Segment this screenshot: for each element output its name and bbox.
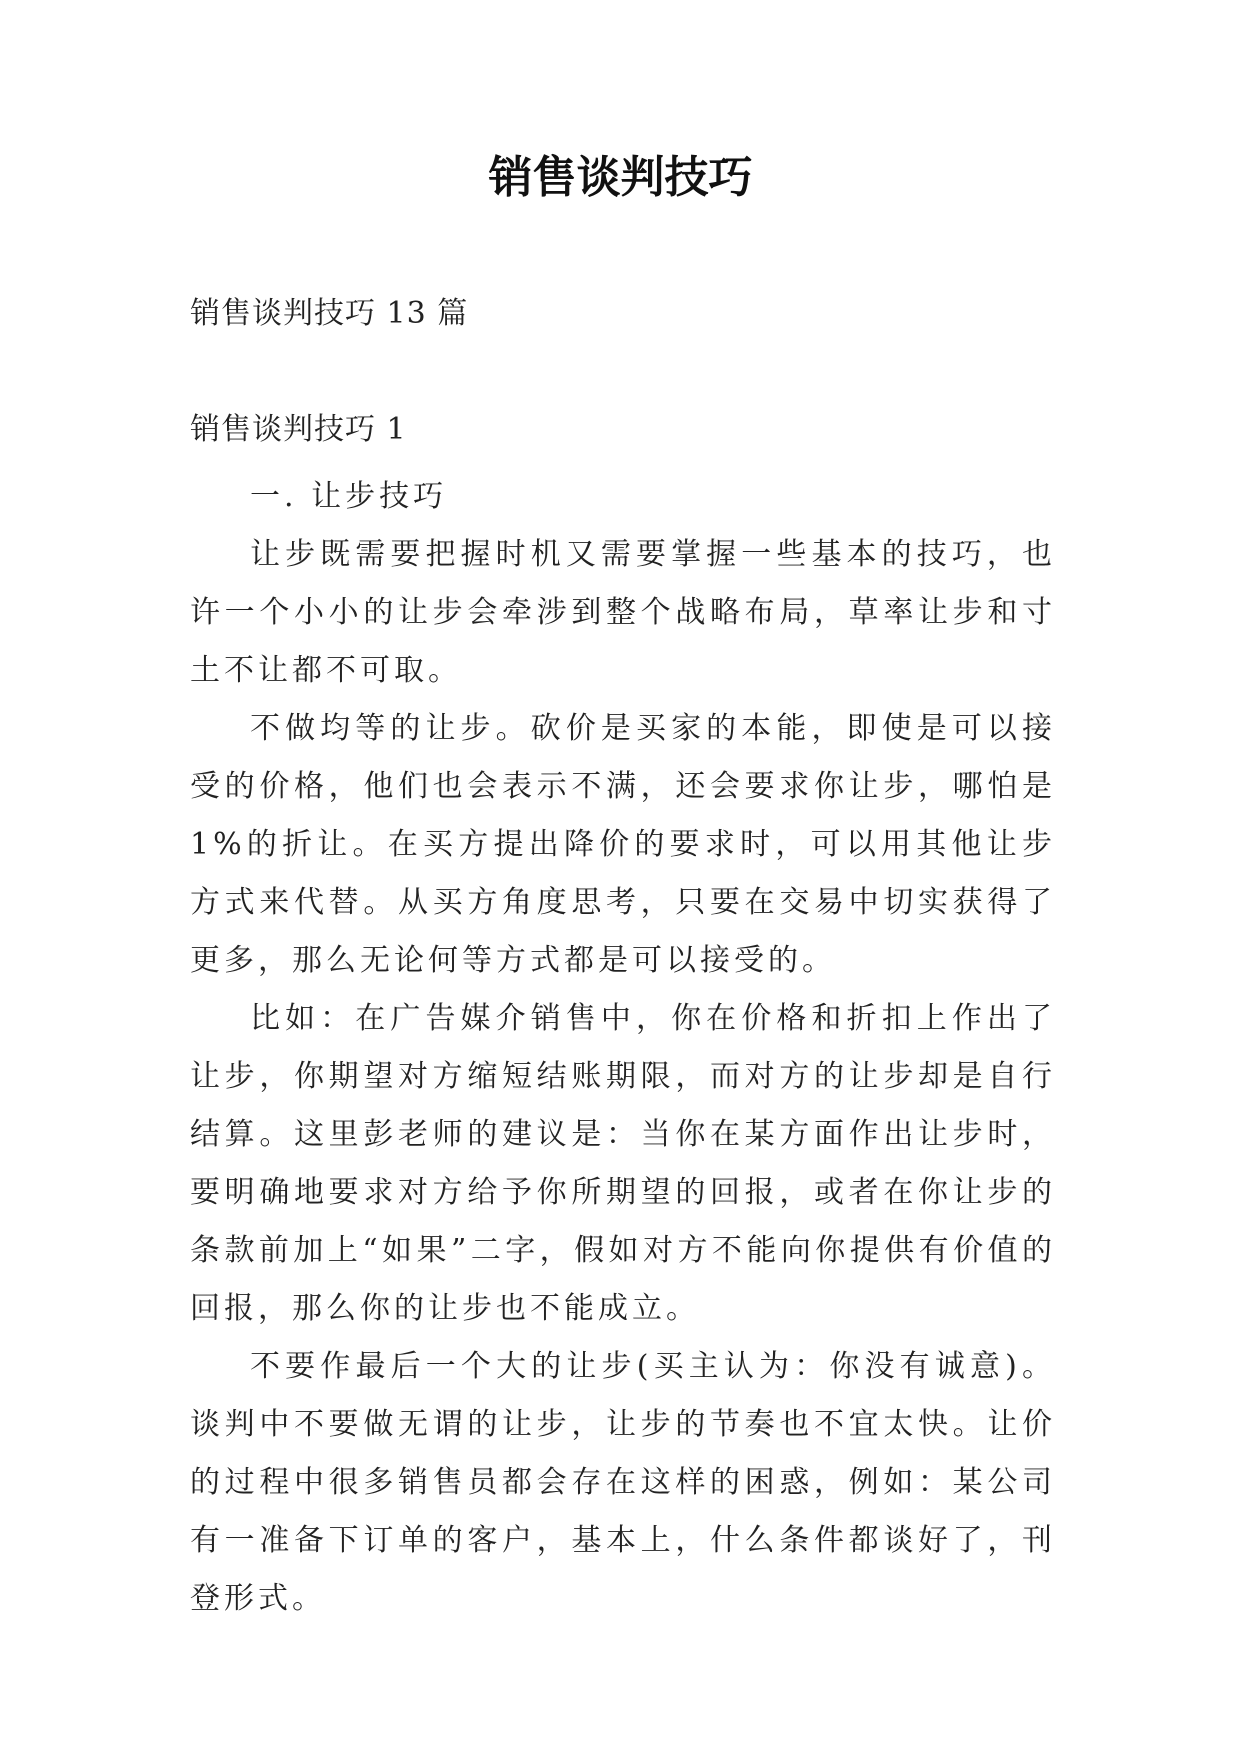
section-title: 销售谈判技巧 1 [190, 412, 407, 447]
paragraph: 比如：在广告媒介销售中，你在价格和折扣上作出了让步，你期望对方缩短结账期限，而对方的让步却是自行结算。这里彭老师的建议是：当你在某方面作出让步时，要明确地要求对方给予你所期望的回报，或者在你让步的条款前加上“如果”二字，假如对方不能向你提供有价值的回报，那么你的让步也不能成立。 [190, 1001, 1056, 1326]
document-title: 销售谈判技巧 [488, 152, 753, 203]
paragraph: 不要作最后一个大的让步(买主认为：你没有诚意)。谈判中不要做无谓的让步，让步的节奏也不宜太快。让价的过程中很多销售员都会存在这样的困惑，例如：某公司有一准备下订单的客户，基本上，什么条件都谈好了，刊登形式。 [190, 1349, 1056, 1616]
paragraph: 让步既需要把握时机又需要掌握一些基本的技巧，也许一个小小的让步会牵涉到整个战略布局，草率让步和寸土不让都不可取。 [190, 537, 1056, 688]
paragraph: 不做均等的让步。砍价是买家的本能，即使是可以接受的价格，他们也会表示不满，还会要求你让步，哪怕是 1%的折让。在买方提出降价的要求时，可以用其他让步方式来代替。从买方角度思考，只要在交易中切实获得了更多，那么无论何等方式都是可以接受的。 [190, 711, 1056, 978]
paragraph-heading: 一. 让步技巧 [250, 479, 448, 514]
document-subtitle: 销售谈判技巧 13 篇 [190, 296, 469, 331]
document-body [190, 468, 1056, 1628]
